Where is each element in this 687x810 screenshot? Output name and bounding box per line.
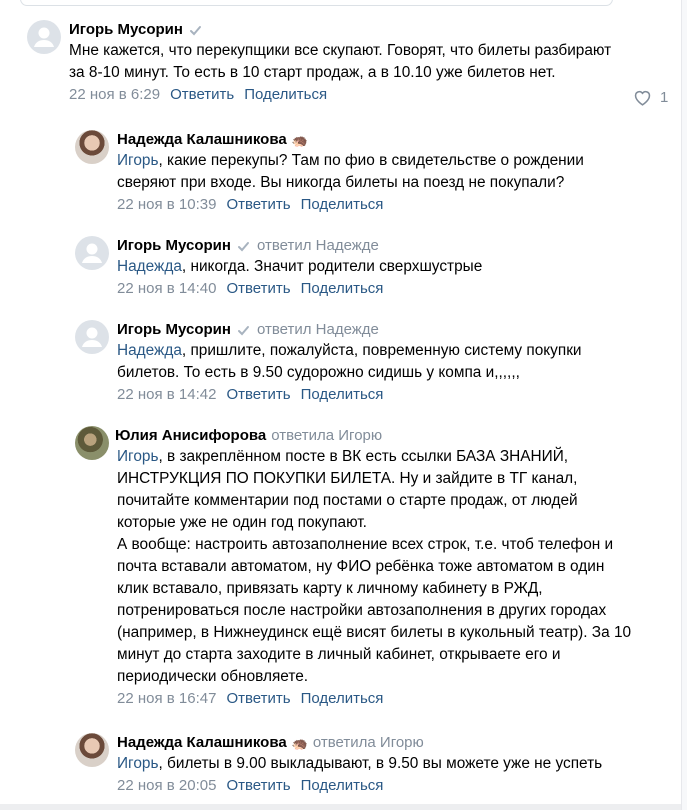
user-placeholder-icon [75, 236, 109, 270]
verified-icon [237, 240, 250, 253]
comment-author[interactable]: Игорь Мусорин [117, 321, 231, 338]
reply-to-label[interactable]: ответила Игорю [312, 734, 424, 751]
comment-date[interactable]: 22 ноя в 10:39 [117, 196, 217, 213]
avatar[interactable] [75, 426, 109, 460]
avatar[interactable] [75, 733, 109, 767]
reply-button[interactable]: Ответить [170, 86, 235, 103]
comment-date[interactable]: 22 ноя в 6:29 [69, 86, 161, 103]
comment-author[interactable]: Юлия Анисифорова [115, 427, 267, 444]
share-button[interactable]: Поделиться [300, 386, 384, 403]
comment-date[interactable]: 22 ноя в 14:40 [117, 280, 217, 297]
like-button[interactable] [633, 89, 668, 106]
comment-text: Игорь, какие перекупы? Там по фио в свидетельстве о рождении сверяют при входе. Вы никогда билеты на поезд не покупали? [117, 152, 584, 191]
avatar[interactable] [75, 130, 109, 164]
user-placeholder-icon [75, 320, 109, 354]
comment-item [75, 320, 582, 406]
reply-to-label[interactable]: ответил Надежде [256, 321, 379, 338]
avatar[interactable] [75, 320, 109, 354]
avatar[interactable] [75, 236, 109, 270]
comment-date[interactable]: 22 ноя в 16:47 [117, 690, 217, 707]
comment-item [27, 20, 611, 106]
comment-author[interactable]: Надежда Калашникова [117, 131, 287, 148]
share-button[interactable]: Поделиться [300, 196, 384, 213]
mention-link[interactable]: Надежда [117, 258, 182, 275]
hedgehog-icon: 🦔 [291, 132, 308, 148]
comment-item [75, 426, 631, 710]
comment-text: Надежда, никогда. Значит родители сверхшустрые [117, 258, 483, 275]
comment-text: Игорь, билеты в 9.00 выкладывают, в 9.50 вы можете уже не успеть [117, 755, 603, 772]
comment-date[interactable]: 22 ноя в 14:42 [117, 386, 217, 403]
share-button[interactable]: Поделиться [300, 690, 384, 707]
reply-button[interactable]: Ответить [226, 690, 291, 707]
page-bottom-divider [0, 804, 687, 810]
user-placeholder-icon [27, 20, 61, 54]
comment-text: Надежда, пришлите, пожалуйста, повременную систему покупки билетов. То есть в 9.50 судорожно сидишь у компа и,,,,,, [117, 342, 582, 381]
mention-link[interactable]: Игорь [117, 152, 159, 169]
comment-item [75, 236, 482, 300]
avatar[interactable] [27, 20, 61, 54]
comment-date[interactable]: 22 ноя в 20:05 [117, 777, 217, 794]
comment-author[interactable]: Надежда Калашникова [117, 734, 287, 751]
mention-link[interactable]: Надежда [117, 342, 182, 359]
mention-link[interactable]: Игорь [117, 448, 159, 465]
reply-to-label[interactable]: ответила Игорю [271, 427, 383, 444]
like-count: 1 [660, 89, 669, 106]
comment-text: Игорь, в закреплённом посте в ВК есть ссылки БАЗА ЗНАНИЙ, ИНСТРУКЦИЯ ПО ПОКУПКИ БИЛЕТА. Ну и зайдите в ТГ канал, почитайте комментарии под постами о старте продаж, от людей которые уже не один год покупают. А вообще: настроить автозаполнение всех строк, т.е. чтоб телефон и почта вставали автоматом, ну ФИО ребёнка тоже автоматом в один клик вставало, привязать карту к личному кабинету в РЖД, потренироваться после настройки автозаполнения в других городах (например, в Нижнеудинск ещё висят билеты в кукольный театр). За 10 минут до старта заходите в личный кабинет, открываете его и периодически обновляете. [117, 448, 632, 685]
scrollbar[interactable] [681, 0, 687, 810]
heart-icon [633, 89, 652, 106]
comment-author[interactable]: Игорь Мусорин [117, 237, 231, 254]
share-button[interactable]: Поделиться [300, 777, 384, 794]
comment-text: Мне кажется, что перекупщики все скупают. Говорят, что билеты разбирают за 8-10 минут. То есть в 10 старт продаж, а в 10.10 уже билетов нет. [69, 42, 612, 81]
reply-button[interactable]: Ответить [226, 280, 291, 297]
share-button[interactable]: Поделиться [300, 280, 384, 297]
mention-link[interactable]: Игорь [117, 755, 159, 772]
share-button[interactable]: Поделиться [244, 86, 328, 103]
comment-author[interactable]: Игорь Мусорин [69, 21, 183, 38]
reply-button[interactable]: Ответить [226, 386, 291, 403]
verified-icon [237, 324, 250, 337]
reply-to-label[interactable]: ответил Надежде [256, 237, 379, 254]
verified-icon [189, 24, 202, 37]
comment-item [75, 733, 602, 797]
reply-button[interactable]: Ответить [226, 777, 291, 794]
comment-input-edge[interactable] [20, 0, 613, 6]
hedgehog-icon: 🦔 [291, 735, 308, 751]
comment-item [75, 130, 584, 216]
reply-button[interactable]: Ответить [226, 196, 291, 213]
